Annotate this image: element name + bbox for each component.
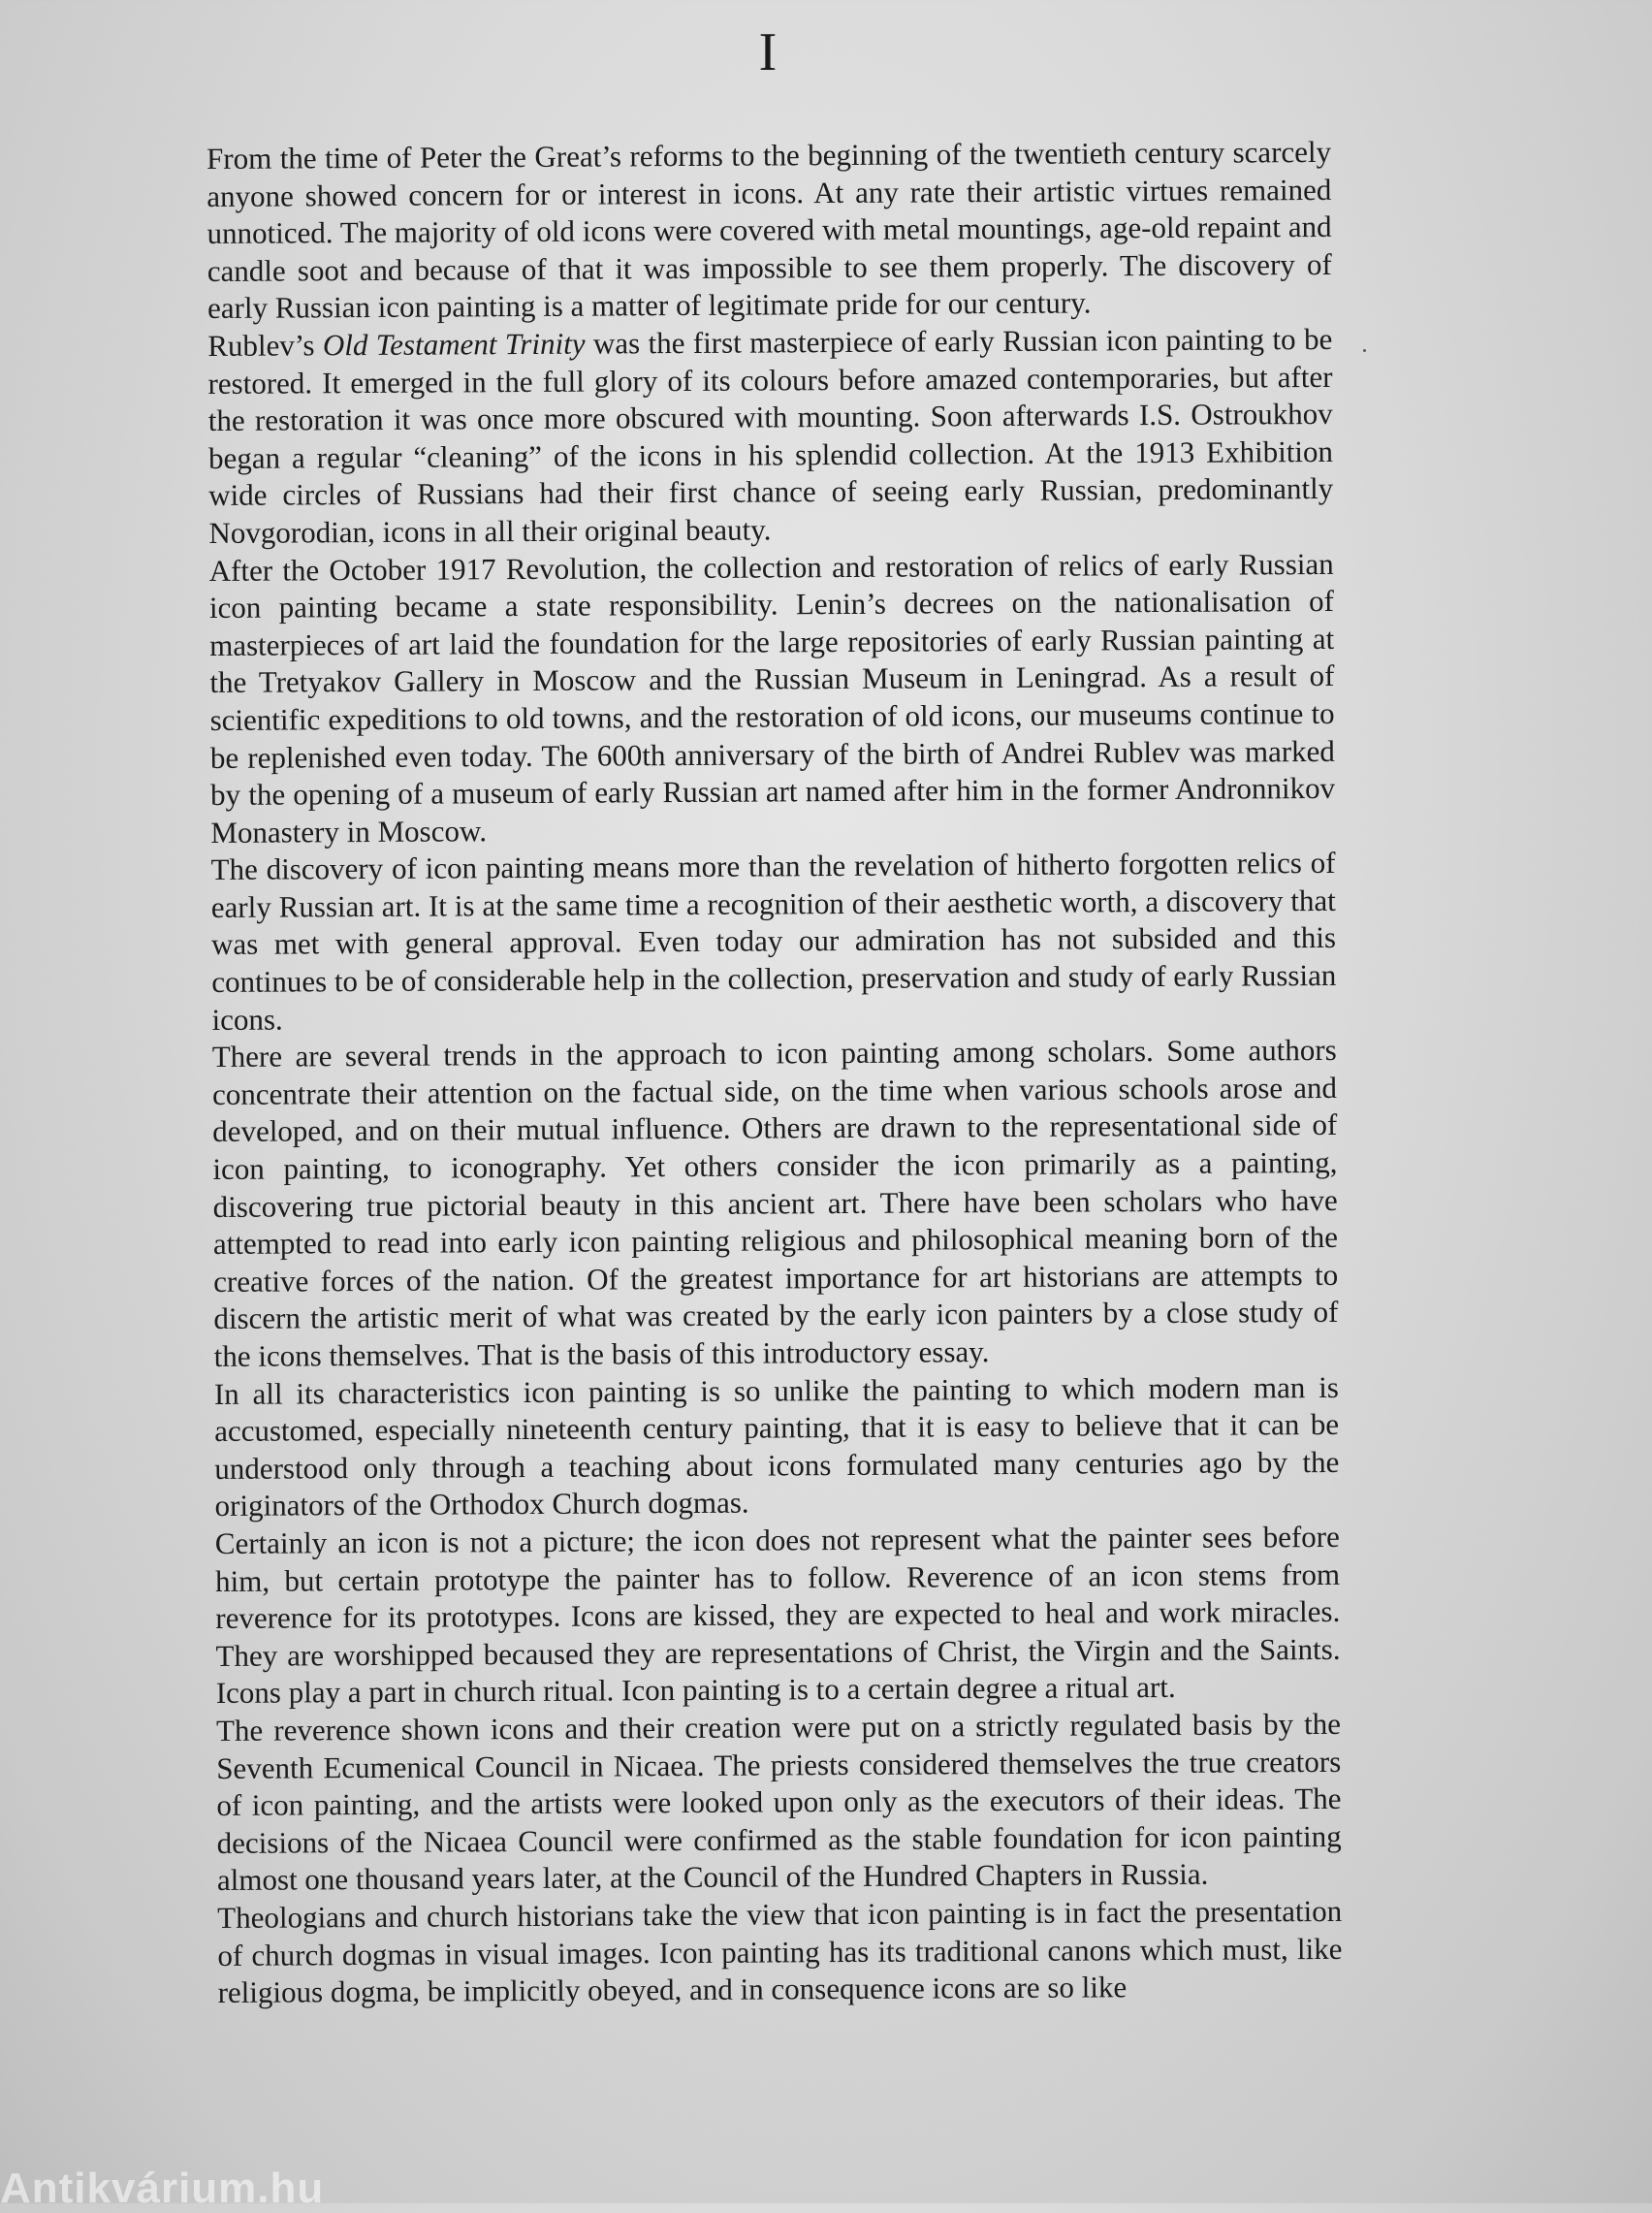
paper-speck bbox=[1363, 349, 1366, 352]
paragraph-2-after: was the first masterpiece of early Russian icon painting to be restored. It emerged in the full glory of its colours before amazed contemporaries, but after the restoration it was once more obscured with mounting. Soon afterwards I.S. Ostroukhov began a regular “cleaning” of the icons in his splendid collection. At the 1913 Exhibition wide circles of Russians had their first chance of seeing early Russian, predominantly Novgorodian, icons in all their original beauty. bbox=[207, 321, 1334, 550]
paragraph-3: After the October 1917 Revolution, the collection and restoration of relics of early Russian icon painting became a state responsibility. Lenin’s decrees on the nationalisation of masterpieces of art laid the foundation for the large repositories of early Russian painting at the Tretyakov Gallery in Moscow and the Russian Museum in Leningrad. As a result of scientific expeditions to old towns, and the restoration of old icons, our museums continue to be replenished even today. The 600th anniversary of the birth of Andrei Rublev was marked by the opening of a museum of early Russian art named after him in the former Andronnikov Monastery in Moscow. bbox=[208, 546, 1336, 850]
paragraph-8: The reverence shown icons and their creation were put on a strictly regulated basis by the Seventh Ecumenical Council in Nicaea. The priests considered themselves the true creators of icon painting, and the artists were looked upon only as the executors of their ideas. The decisions of the Nicaea Council were confirmed as the stable foundation for icon painting almost one thousand years later, at the Council of the Hundred Chapters in Russia. bbox=[215, 1706, 1342, 1898]
paragraph-2-before: Rublev’s bbox=[207, 328, 324, 363]
watermark: Antikvárium.hu bbox=[0, 2165, 325, 2212]
paragraph-4: The discovery of icon painting means more than the revelation of hitherto forgotten relics of early Russian art. It is at the same time a recognition of their aesthetic worth, a discovery that was met with general approval. Even today our admiration has not subsided and this continues to be of considerable help in the collection, preservation and study of early Russian icons. bbox=[210, 846, 1337, 1037]
paragraph-7: Certainly an icon is not a picture; the icon does not represent what the painter sees before him, but certain prototype the painter has to follow. Reverence of an icon stems from reverence for its prototypes. Icons are kissed, they are expected to heal and work miracles. They are worshipped becaused they are representations of Christ, the Virgin and the Saints. Icons play a part in church ritual. Icon painting is to a certain degree a ritual art. bbox=[214, 1519, 1341, 1711]
paragraph-1: From the time of Peter the Great’s reforms to the beginning of the twentieth century scarcely anyone showed concern for or interest in icons. At any rate their artistic virtues remained unnoticed. The majority of old icons were covered with metal mountings, age-old repaint and candle soot and because of that it was impossible to see them properly. The discovery of early Russian icon painting is a matter of legitimate pride for our century. bbox=[206, 134, 1332, 326]
paragraph-2 bbox=[207, 321, 1333, 553]
chapter-number: I bbox=[758, 22, 778, 82]
paragraph-5: There are several trends in the approach to icon painting among scholars. Some authors concentrate their attention on the factual side, on the time when various schools arose and developed, and on their mutual influence. Others are drawn to the representational side of icon painting, to iconography. Yet others consider the icon primarily as a painting, discovering true pictorial beauty in this ancient art. There have been scholars who have attempted to read into early icon painting religious and philosophical meaning born of the creative forces of the nation. Of the greatest importance for art historians are attempts to discern the artistic merit of what was created by the early icon painters by a close study of the icons themselves. That is the basis of this introductory essay. bbox=[211, 1033, 1339, 1373]
painting-title: Old Testament Trinity bbox=[322, 326, 586, 363]
paragraph-9: Theologians and church historians take the view that icon painting is in fact the presentation of church dogmas in visual images. Icon painting has its traditional canons which must, like religious dogma, be implicitly obeyed, and in consequence icons are so like bbox=[217, 1893, 1343, 2010]
essay-body bbox=[206, 134, 1343, 2012]
paragraph-6: In all its characteristics icon painting is so unlike the painting to which modern man is accustomed, especially nineteenth century painting, that it is easy to believe that it can be understood only through a teaching about icons formulated many centuries ago by the originators of the Orthodox Church dogmas. bbox=[213, 1369, 1340, 1523]
